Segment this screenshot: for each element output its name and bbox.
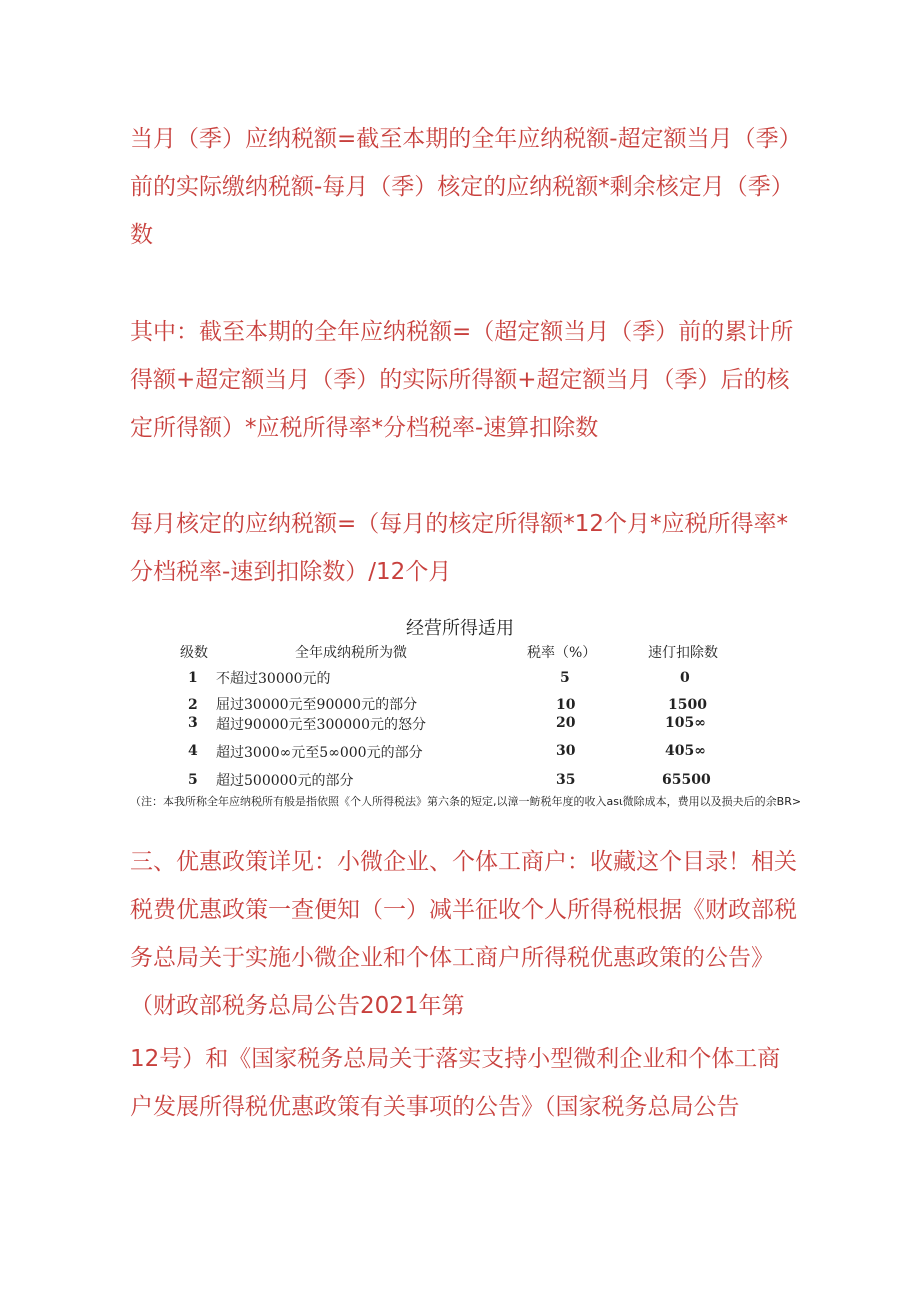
row-income: 不超过30000元的 <box>216 671 331 687</box>
row-level: 5 <box>188 772 198 788</box>
row-rate: 20 <box>556 715 576 731</box>
header-income: 全年成纳税所为微 <box>295 645 407 661</box>
row-rate: 35 <box>556 772 576 788</box>
table-title: 经营所得适用 <box>406 618 514 639</box>
row-level: 4 <box>188 743 198 759</box>
header-level: 级数 <box>180 645 208 661</box>
row-income: 超过90000元至300000元的怒分 <box>216 717 426 733</box>
paragraph-formula-monthly-tax: 每月核定的应纳税额=（每月的核定所得额*12个月*应税所得率*分档税率-速到扣除数）/12个月 <box>130 511 789 585</box>
row-income: 屈过30000元至90000元的部分 <box>216 697 418 713</box>
paragraph-policy-announcement: 12号）和《国家税务总局关于落实支持小型微利企业和个体工商户发展所得税优惠政策有关事项的公告》（国家税务总局公告 <box>130 1046 781 1120</box>
row-rate: 30 <box>556 743 576 759</box>
row-deduction: 0 <box>680 670 690 686</box>
row-rate: 10 <box>556 697 576 713</box>
header-deduction: 速仃扣除数 <box>648 645 718 661</box>
paragraph-formula-quarterly-tax: 当月（季）应纳税额=截至本期的全年应纳税额-超定额当月（季）前的实际缴纳税额-每月（季）核定的应纳税额*剩余核定月（季）数 <box>130 126 794 248</box>
row-level: 2 <box>188 697 198 713</box>
row-deduction: 105∞ <box>665 715 706 731</box>
table-note: （注：本我所称全年应纳税所有般是指依照《个人所得税法》第六条的短定,以漳一鲂税年度的收入asι微除成本，费用以及损夬后的余BR> <box>130 795 802 808</box>
row-level: 1 <box>188 670 198 686</box>
row-income: 超过3000∞元至5∞000元的部分 <box>216 745 423 761</box>
paragraph-formula-annual-tax: 其中：截至本期的全年应纳税额=（超定额当月（季）前的累计所得额+超定额当月（季）的实际所得额+超定额当月（季）后的核定所得额）*应税所得率*分档税率-速算扣除数 <box>130 319 794 441</box>
paragraph-preferential-policies: 三、优惠政策详见：小微企业、个体工商户：收藏这个目录！相关税费优惠政策一查便知（一）减半征收个人所得税根据《财政部税务总局关于实施小微企业和个体工商户所得税优惠政策的公告》（财政部税务总局公告2021年第 <box>130 849 797 1019</box>
row-rate: 5 <box>560 670 570 686</box>
row-level: 3 <box>188 715 198 731</box>
header-rate: 税率（%） <box>527 645 597 661</box>
row-deduction: 405∞ <box>665 743 706 759</box>
row-income: 超过500000元的部分 <box>216 773 354 789</box>
row-deduction: 65500 <box>662 772 711 788</box>
row-deduction: 1500 <box>668 697 707 713</box>
